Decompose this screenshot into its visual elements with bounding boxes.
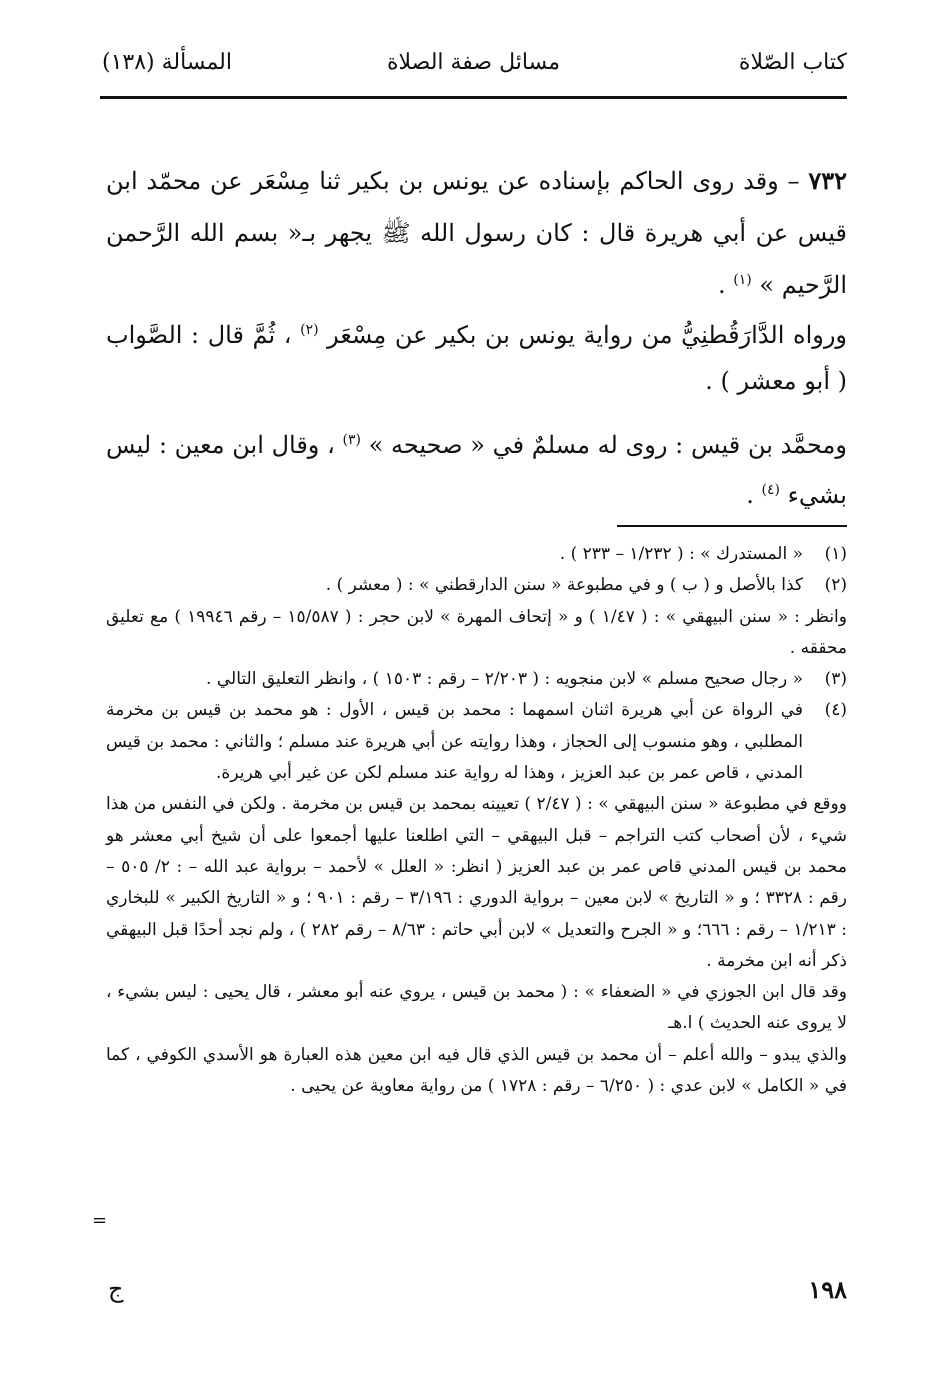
footnote-2 <box>106 570 847 601</box>
footnote-3 <box>106 664 847 695</box>
header-rule <box>100 96 847 99</box>
footnote-number: (٣) <box>824 669 847 690</box>
running-head-chapter: مسائل صفة الصلاة <box>386 50 561 75</box>
footnote-2-continuation: وانظر : « سنن البيهقي » : ( ١/٤٧ ) و « إتحاف المهرة » لابن حجر : ( ١٥/٥٨٧ – رقم ١٩٩٤٦ ) مع تعليق محققه . <box>106 606 847 658</box>
footnote-4-continuation-3: والذي يبدو – والله أعلم – أن محمد بن قيس الذي قال فيه ابن معين هذه العبارة هو الأسدي الكوفي ، كما في « الكامل » لابن عدي : ( ٦/٢٥٠ – رقم : ١٧٢٨ ) من رواية معاوية عن يحيى . <box>106 1044 847 1097</box>
footnote-4 <box>106 695 847 789</box>
paragraph-text: ورواه الدَّارَقُطنِيُّ من رواية يونس بن بكير عن مِسْعَر <box>327 321 848 349</box>
footnote-text: في الرواة عن أبي هريرة اثنان اسمهما : محمد بن قيس ، الأول : هو محمد بن قيس بن مخرمة المطلبي ، وهو منسوب إلى الحجاز ، وهذا روايته عن أبي هريرة عند مسلم ؛ والثاني : محمد بن قيس المدني ، قاص عمر بن عبد العزيز ، وهذا له رواية عند مسلم لكن عن غير أبي هريرة. <box>106 700 803 784</box>
main-paragraph-1 <box>106 155 847 311</box>
footnote-ref: (٤) <box>761 482 780 498</box>
footnote-text: « رجال صحيح مسلم » لابن منجويه : ( ٢/٢٠٣ – رقم : ١٥٠٣ ) ، وانظر التعليق التالي . <box>206 669 803 690</box>
footnote-number: (٢) <box>824 575 847 596</box>
paragraph-text: ومحمَّد بن قيس : روى له مسلمٌ في « صحيحه » <box>368 431 847 459</box>
continuation-mark: = <box>92 1210 108 1231</box>
paragraph-end: . <box>746 481 762 509</box>
page-number: ١٩٨ <box>808 1275 847 1304</box>
footnote-text: كذا بالأصل و ( ب ) و في مطبوعة « سنن الدارقطني » : ( معشر ) . <box>325 575 803 596</box>
paragraph-end: ، ثُمَّ قال : الصَّواب ( أبو معشر ) . <box>106 321 847 395</box>
footnote-ref: (٣) <box>342 432 361 448</box>
paragraph-text: – وقد روى الحاكم بإسناده عن يونس بن بكير ثنا مِسْعَر عن محمّد ابن قيس عن أبي هريرة قال : كان رسول الله ﷺ يجهر بـ« بسم الله الرَّحمن الرَّحيم » <box>106 167 848 299</box>
entry-number: ٧٣٢ <box>808 166 847 195</box>
footnote-ref: (١) <box>733 272 752 288</box>
running-head-issue: المسألة (١٣٨) <box>102 50 232 75</box>
footnotes <box>106 539 847 1102</box>
main-paragraph-3 <box>106 420 847 520</box>
paragraph-end: . <box>718 271 734 299</box>
footnote-4-continuation-1: ووقع في مطبوعة « سنن البيهقي » : ( ٢/٤٧ ) تعيينه بمحمد بن قيس بن مخرمة . ولكن في النفس من هذا شيء ، لأن أصحاب كتب التراجم – قبل البيهقي – التي اطلعنا عليها أجمعوا على أن شيخ أبي معشر هو محمد بن قيس المدني قاص عمر بن عبد العزيز ( انظر: « العلل » لأحمد – برواية عبد الله – : ٢/ ٥٠٥ – رقم : ٣٣٢٨ ؛ و « التاريخ » لابن معين – برواية الدوري : ٣/١٩٦ – رقم : ٩٠١ ؛ و « التاريخ الكبير » للبخاري : ١/٢١٣ – رقم : ٦٦٦؛ و « الجرح والتعديل » لابن أبي حاتم : ٨/٦٣ – رقم ٢٨٢ ) ، ولم نجد أحدًا قبل البيهقي ذكر أنه ابن مخرمة . <box>106 794 848 971</box>
footnote-text: « المستدرك » : ( ١/٢٣٢ – ٢٣٣ ) . <box>559 544 803 564</box>
footnote-separator <box>617 525 847 527</box>
main-paragraph-2 <box>106 312 847 404</box>
footnote-number: (١) <box>824 544 847 564</box>
footnote-ref: (٢) <box>300 322 319 338</box>
paragraph-mid: ، وقال ابن معين : ليس بشيء <box>106 431 847 509</box>
running-head-book: كتاب الصّلاة <box>738 50 847 75</box>
footnote-1 <box>106 539 847 570</box>
footnote-number: (٤) <box>824 700 847 721</box>
footnote-4-continuation-2: وقد قال ابن الجوزي في « الضعفاء » : ( محمد بن قيس ، يروي عنه أبو معشر ، قال يحيى : ليس بشيء ، لا يروى عنه الحديث ) ا.هـ <box>106 982 847 1034</box>
signature-mark: ج <box>108 1275 124 1303</box>
